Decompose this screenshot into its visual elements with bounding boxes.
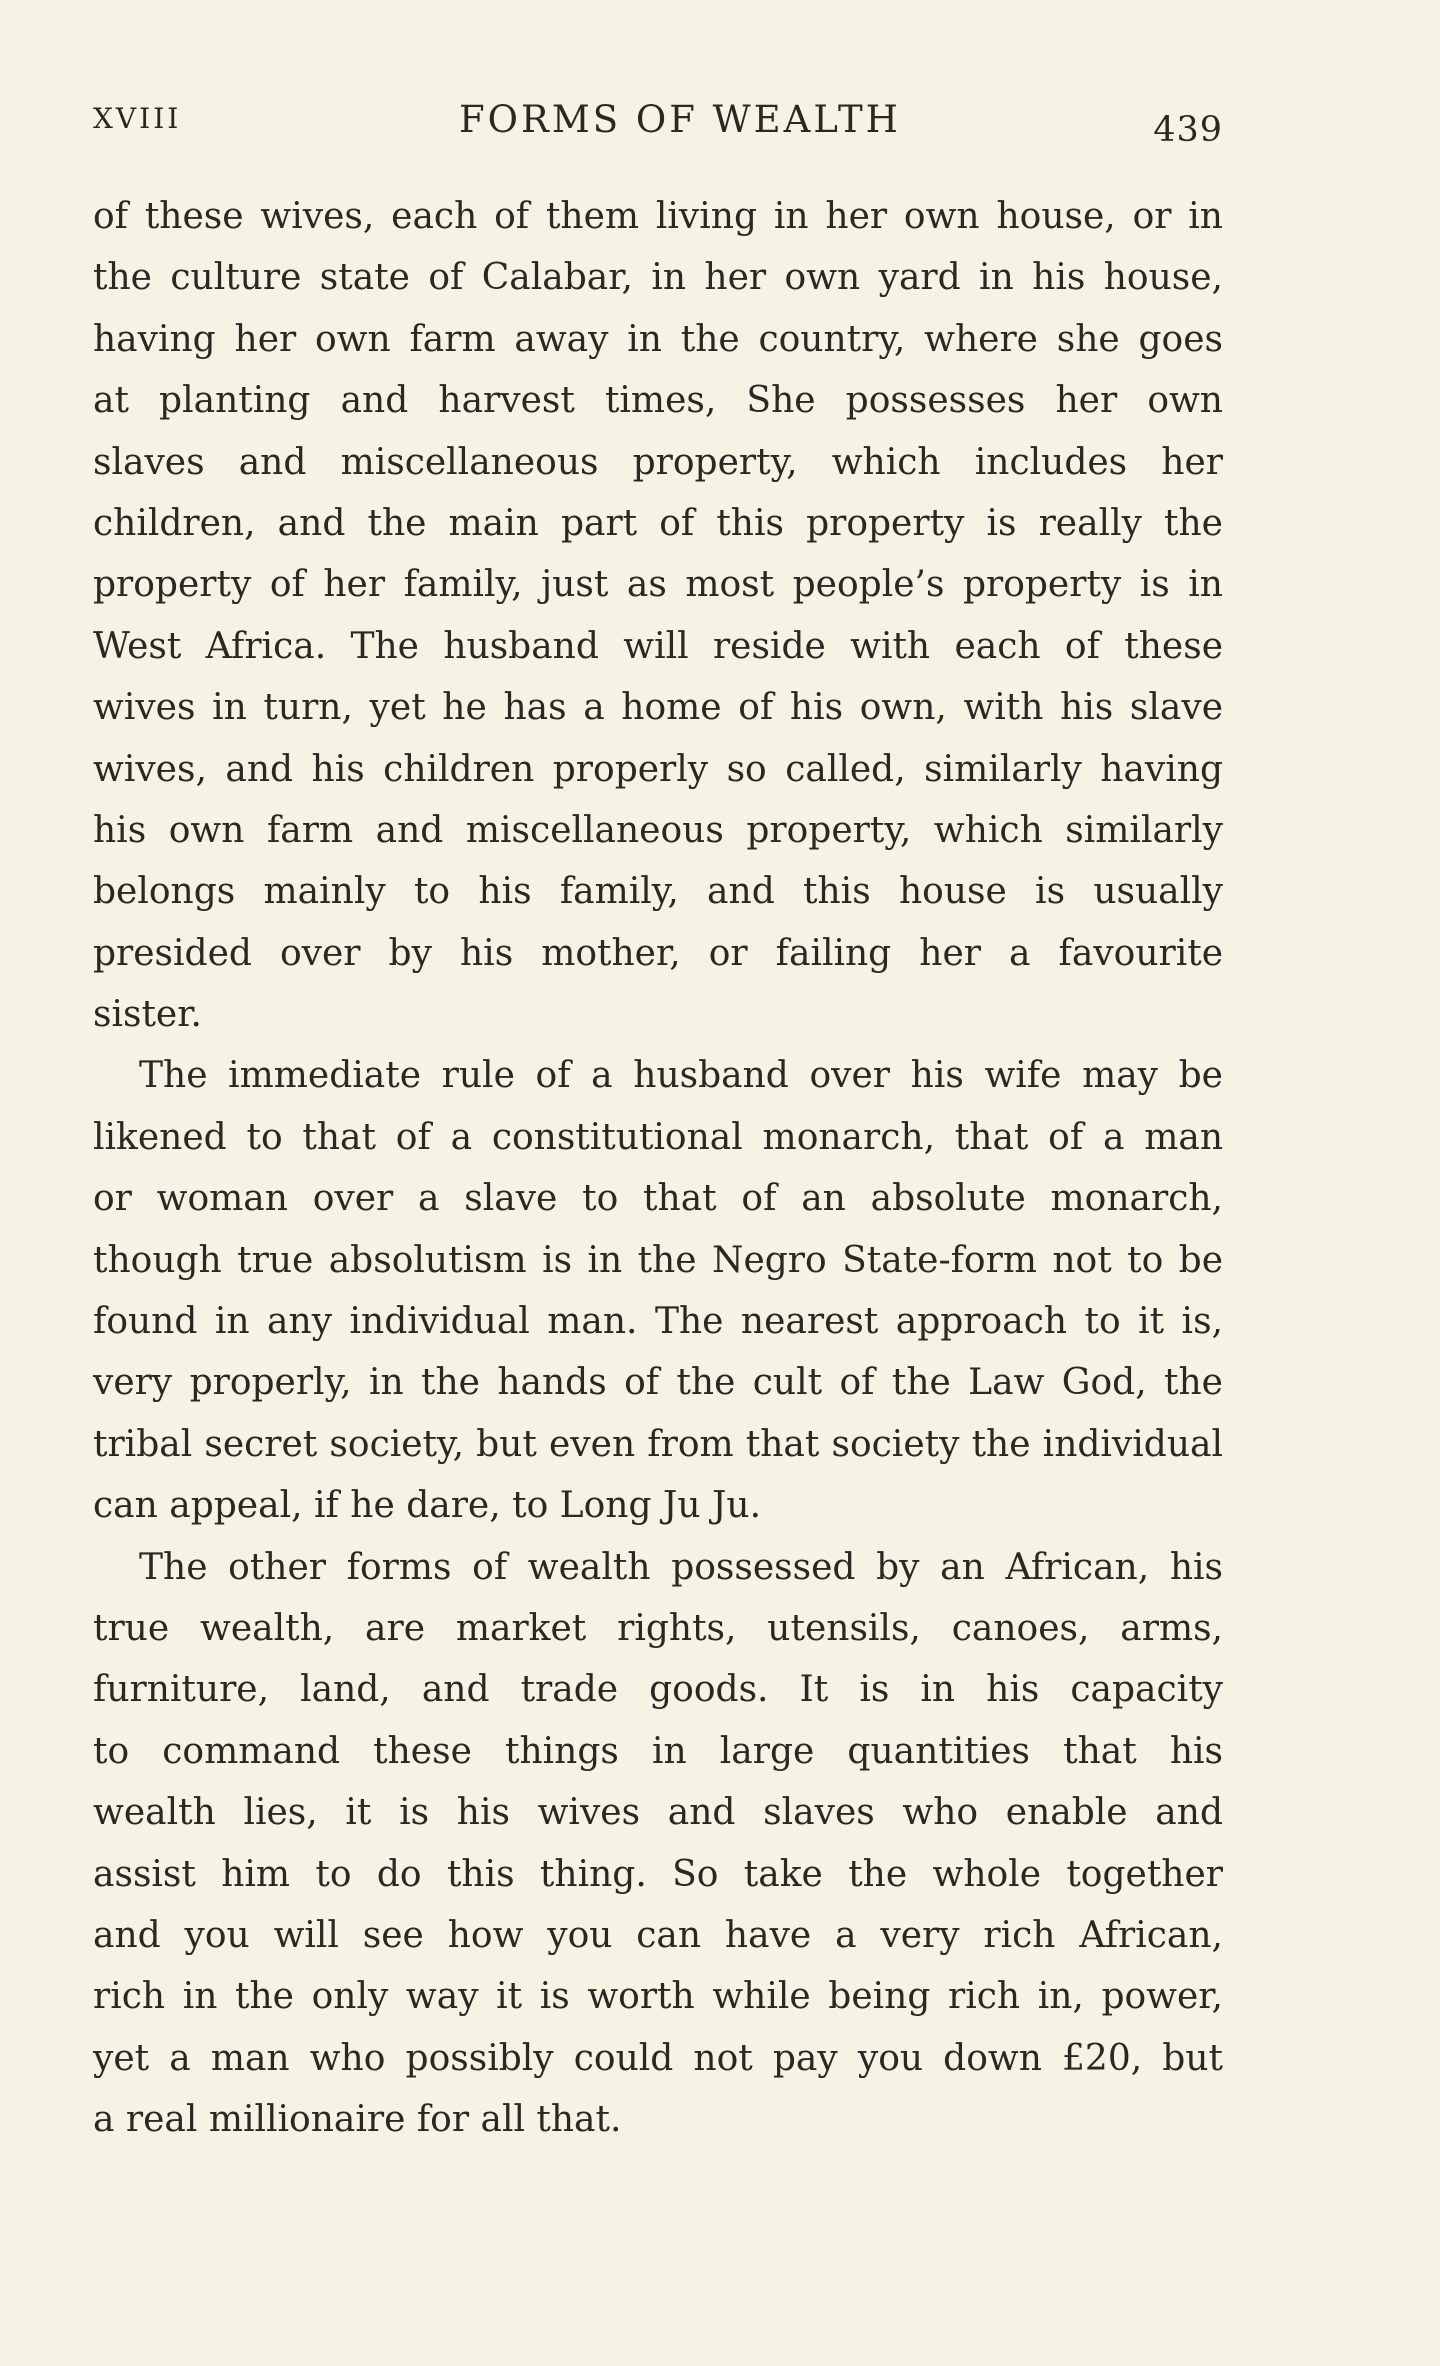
text-line: very properly, in the hands of the cult of the Law God, the — [93, 1362, 1223, 1404]
text-line: sister. — [93, 994, 202, 1036]
text-line: or woman over a slave to that of an absolute monarch, — [93, 1178, 1223, 1220]
text-line: can appeal, if he dare, to Long Ju Ju. — [93, 1485, 762, 1527]
text-line: true wealth, are market rights, utensils, canoes, arms, — [93, 1607, 1223, 1649]
running-head — [93, 98, 1223, 148]
text-line: The immediate rule of a husband over his wife may be — [139, 1055, 1223, 1097]
text-line: a real millionaire for all that. — [93, 2099, 622, 2141]
text-line: though true absolutism is in the Negro State-form not to be — [93, 1239, 1223, 1281]
text-line: likened to that of a constitutional monarch, that of a man — [93, 1116, 1223, 1158]
text-line: presided over by his mother, or failing her a favourite — [93, 932, 1223, 974]
paragraph — [93, 1537, 1223, 2151]
text-line: wives, and his children properly so called, similarly having — [93, 748, 1223, 790]
text-line: to command these things in large quantities that his — [93, 1730, 1223, 1772]
page-number: 439 — [1153, 110, 1223, 150]
text-line: of these wives, each of them living in her own house, or in — [93, 196, 1223, 237]
text-line: children, and the main part of this property is really the — [93, 502, 1223, 544]
text-line: wealth lies, it is his wives and slaves who enable and — [93, 1792, 1223, 1834]
text-line: property of her family, just as most people’s property is in — [93, 564, 1223, 606]
chapter-number: XVIII — [93, 102, 182, 135]
text-line: assist him to do this thing. So take the whole together — [93, 1853, 1223, 1895]
chapter-title: FORMS OF WEALTH — [459, 98, 901, 141]
text-line: having her own farm away in the country, where she goes — [93, 318, 1223, 360]
paragraph — [93, 186, 1223, 1045]
text-line: rich in the only way it is worth while being rich in, power, — [93, 1976, 1223, 2018]
text-line: wives in turn, yet he has a home of his own, with his slave — [93, 687, 1223, 729]
text-line: West Africa. The husband will reside with each of these — [93, 625, 1223, 667]
text-line: tribal secret society, but even from that society the individual — [93, 1423, 1223, 1465]
text-line: and you will see how you can have a very rich African, — [93, 1914, 1223, 1956]
text-line: found in any individual man. The nearest approach to it is, — [93, 1301, 1223, 1343]
text-line: the culture state of Calabar, in her own yard in his house, — [93, 257, 1223, 299]
paragraph — [93, 1045, 1223, 1536]
text-line: The other forms of wealth possessed by an African, his — [139, 1546, 1223, 1588]
text-line: yet a man who possibly could not pay you down £20, but — [93, 2037, 1223, 2079]
text-line: furniture, land, and trade goods. It is in his capacity — [93, 1669, 1223, 1711]
body-text — [93, 186, 1223, 2151]
text-line: slaves and miscellaneous property, which includes her — [93, 441, 1223, 483]
text-line: belongs mainly to his family, and this house is usually — [93, 871, 1223, 913]
text-line: his own farm and miscellaneous property, which similarly — [93, 809, 1223, 851]
text-line: at planting and harvest times, She possesses her own — [93, 380, 1223, 422]
